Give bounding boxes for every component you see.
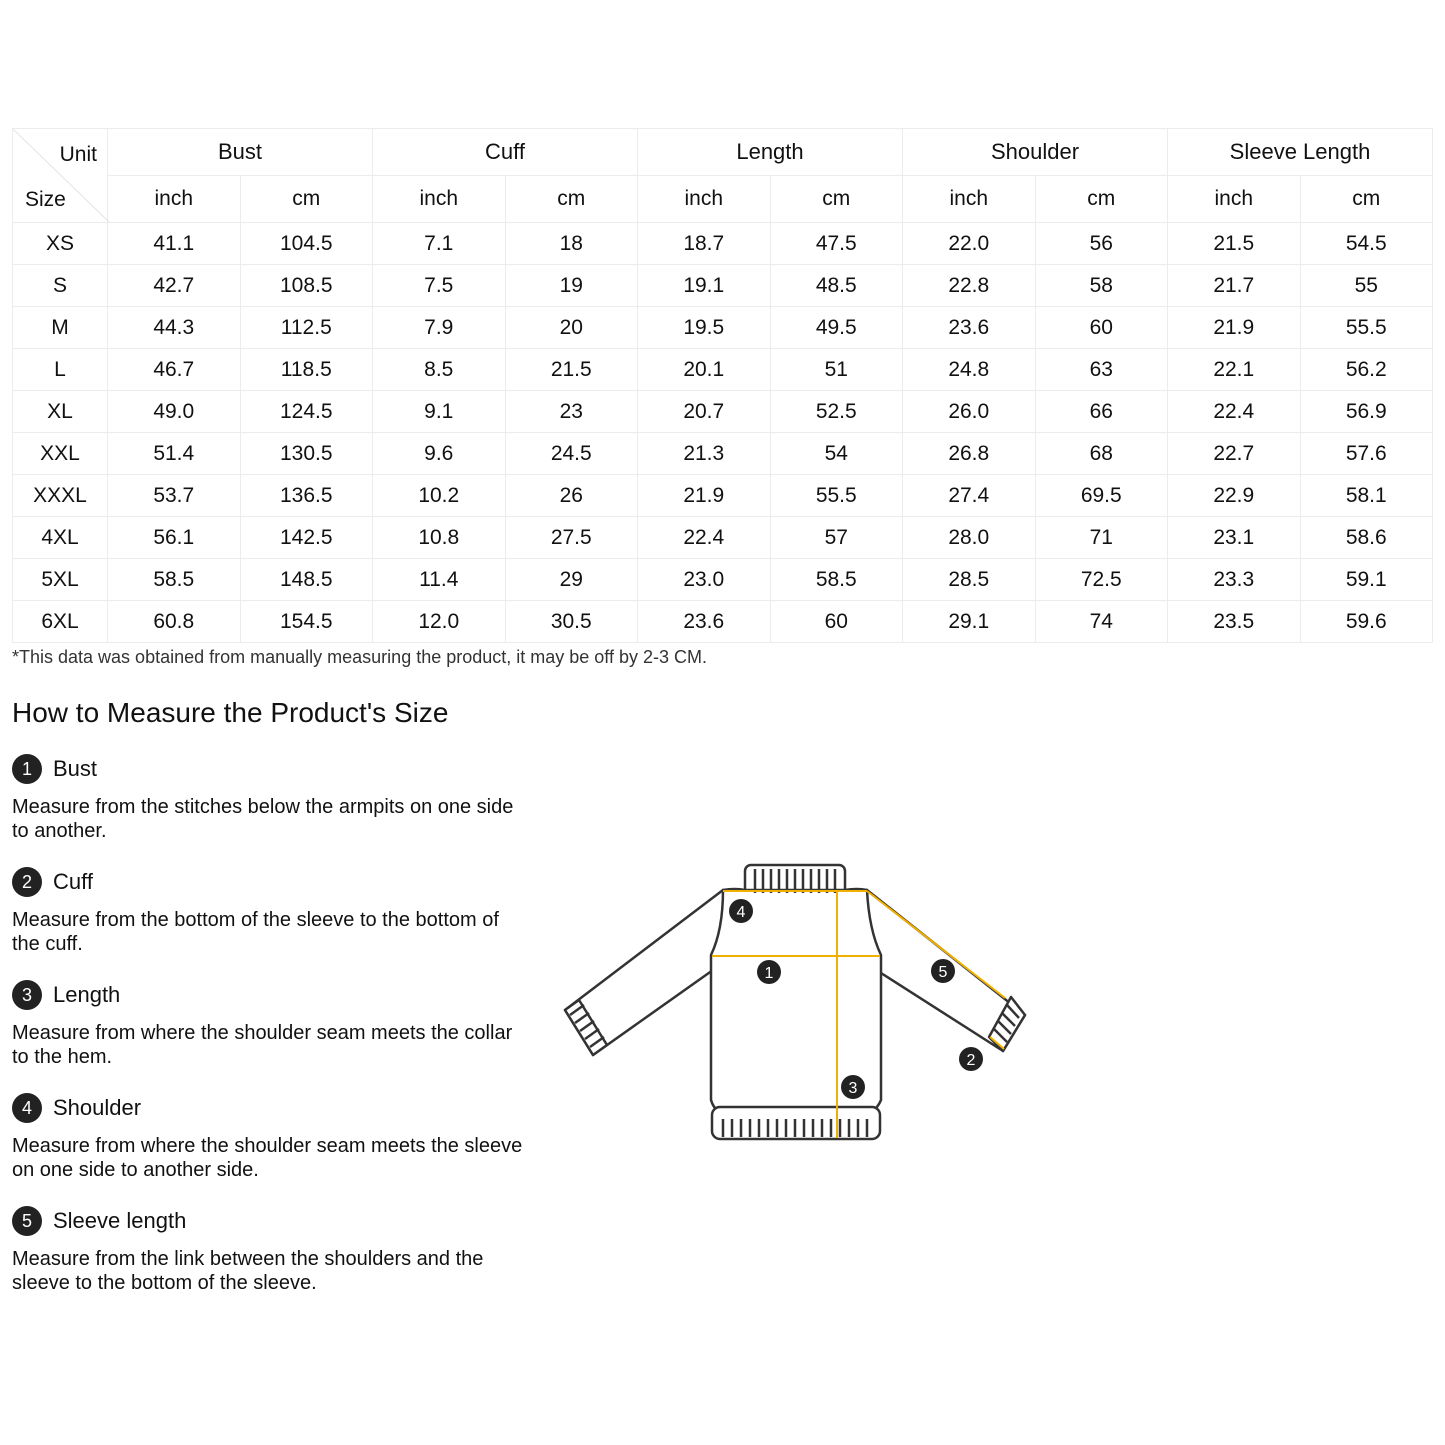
measurement-cell: 56.9	[1300, 391, 1433, 433]
measurement-cell: 58.1	[1300, 475, 1433, 517]
column-group-length: Length	[638, 129, 903, 176]
measurement-cell: 23.6	[638, 601, 771, 643]
measurement-cell: 30.5	[505, 601, 638, 643]
step-number-badge: 4	[12, 1093, 42, 1123]
measurement-cell: 21.3	[638, 433, 771, 475]
measurement-cell: 26	[505, 475, 638, 517]
table-row	[13, 307, 1433, 349]
unit-header-cm: cm	[1300, 176, 1433, 223]
step-number-badge: 5	[12, 1206, 42, 1236]
measurement-cell: 42.7	[108, 265, 241, 307]
unit-label: Unit	[59, 143, 97, 166]
measurement-cell: 21.5	[1168, 223, 1301, 265]
size-cell: 4XL	[13, 517, 108, 559]
table-row	[13, 601, 1433, 643]
measurement-cell: 7.9	[373, 307, 506, 349]
measurement-cell: 53.7	[108, 475, 241, 517]
measurement-cell: 22.0	[903, 223, 1036, 265]
step-bust	[12, 753, 532, 843]
measurement-cell: 23.0	[638, 559, 771, 601]
svg-text:2: 2	[966, 1052, 976, 1069]
measurement-cell: 22.9	[1168, 475, 1301, 517]
marker-1	[757, 960, 781, 984]
measurement-cell: 56.2	[1300, 349, 1433, 391]
unit-header-cm: cm	[1035, 176, 1168, 223]
step-number-badge: 1	[12, 754, 42, 784]
measurement-cell: 52.5	[770, 391, 903, 433]
measurement-cell: 54.5	[1300, 223, 1433, 265]
step-shoulder	[12, 1092, 532, 1182]
size-cell: XL	[13, 391, 108, 433]
marker-2	[959, 1047, 983, 1071]
measurement-footnote: *This data was obtained from manually measuring the product, it may be off by 2-3 CM.	[12, 647, 708, 667]
table-row	[13, 223, 1433, 265]
measurement-cell: 8.5	[373, 349, 506, 391]
measurement-cell: 148.5	[240, 559, 373, 601]
measurement-cell: 58.5	[770, 559, 903, 601]
measurement-cell: 55.5	[770, 475, 903, 517]
step-description: Measure from where the shoulder seam meets the sleeve on one side to another side.	[12, 1135, 523, 1181]
measurement-cell: 56.1	[108, 517, 241, 559]
size-cell: S	[13, 265, 108, 307]
measurement-cell: 57.6	[1300, 433, 1433, 475]
measurement-cell: 27.4	[903, 475, 1036, 517]
table-row	[13, 433, 1433, 475]
measurement-cell: 18.7	[638, 223, 771, 265]
measurement-cell: 58.6	[1300, 517, 1433, 559]
measurement-cell: 7.5	[373, 265, 506, 307]
step-description: Measure from the link between the shoulders and the sleeve to the bottom of the sleeve.	[12, 1248, 484, 1294]
measurement-cell: 56	[1035, 223, 1168, 265]
measurement-cell: 23.5	[1168, 601, 1301, 643]
measurement-cell: 142.5	[240, 517, 373, 559]
svg-text:5: 5	[938, 964, 948, 981]
measurement-cell: 47.5	[770, 223, 903, 265]
measurement-cell: 21.9	[638, 475, 771, 517]
svg-text:1: 1	[764, 965, 774, 982]
measurement-cell: 58	[1035, 265, 1168, 307]
measurement-cell: 130.5	[240, 433, 373, 475]
measurement-cell: 9.6	[373, 433, 506, 475]
measurement-cell: 71	[1035, 517, 1168, 559]
measurement-cell: 19.5	[638, 307, 771, 349]
step-number-badge: 2	[12, 867, 42, 897]
marker-5	[931, 959, 955, 983]
column-group-shoulder: Shoulder	[903, 129, 1168, 176]
measurement-cell: 10.2	[373, 475, 506, 517]
measurement-cell: 154.5	[240, 601, 373, 643]
measurement-cell: 41.1	[108, 223, 241, 265]
step-length	[12, 979, 532, 1069]
measurement-cell: 124.5	[240, 391, 373, 433]
step-sleeve-length	[12, 1205, 532, 1295]
measurement-cell: 7.1	[373, 223, 506, 265]
measurement-cell: 59.6	[1300, 601, 1433, 643]
step-label: Cuff	[53, 869, 93, 894]
measurement-cell: 26.0	[903, 391, 1036, 433]
table-row	[13, 475, 1433, 517]
measurement-cell: 63	[1035, 349, 1168, 391]
measurement-cell: 54	[770, 433, 903, 475]
measurement-cell: 21.7	[1168, 265, 1301, 307]
marker-3	[841, 1075, 865, 1099]
table-body	[13, 223, 1433, 643]
table-row	[13, 517, 1433, 559]
step-label: Bust	[53, 756, 98, 781]
measurement-cell: 20.1	[638, 349, 771, 391]
step-description: Measure from where the shoulder seam meets the collar to the hem.	[12, 1022, 513, 1068]
measurement-cell: 22.4	[638, 517, 771, 559]
unit-header-cm: cm	[240, 176, 373, 223]
table-row	[13, 559, 1433, 601]
measurement-cell: 72.5	[1035, 559, 1168, 601]
svg-text:3: 3	[848, 1080, 858, 1097]
measurement-cell: 57	[770, 517, 903, 559]
measurement-cell: 49.0	[108, 391, 241, 433]
size-cell: L	[13, 349, 108, 391]
step-number-badge: 3	[12, 980, 42, 1010]
measurement-cell: 23.3	[1168, 559, 1301, 601]
svg-text:4: 4	[736, 904, 746, 921]
measurement-cell: 12.0	[373, 601, 506, 643]
measurement-cell: 20.7	[638, 391, 771, 433]
step-label: Length	[53, 982, 121, 1007]
measurement-cell: 22.8	[903, 265, 1036, 307]
measurement-cell: 46.7	[108, 349, 241, 391]
measurement-cell: 48.5	[770, 265, 903, 307]
measurement-cell: 51	[770, 349, 903, 391]
measurement-cell: 20	[505, 307, 638, 349]
step-label: Shoulder	[53, 1095, 142, 1120]
size-cell: XS	[13, 223, 108, 265]
measurement-cell: 55.5	[1300, 307, 1433, 349]
sweater-measurement-diagram	[555, 855, 1035, 1155]
unit-header-inch: inch	[903, 176, 1036, 223]
sleeve-measure-line	[867, 891, 1005, 998]
measurement-cell: 26.8	[903, 433, 1036, 475]
measurement-cell: 22.1	[1168, 349, 1301, 391]
measurement-cell: 68	[1035, 433, 1168, 475]
column-group-sleeve-length: Sleeve Length	[1168, 129, 1433, 176]
size-cell: M	[13, 307, 108, 349]
measurement-cell: 44.3	[108, 307, 241, 349]
measurement-cell: 21.9	[1168, 307, 1301, 349]
measurement-cell: 66	[1035, 391, 1168, 433]
measurement-cell: 22.7	[1168, 433, 1301, 475]
table-row	[13, 391, 1433, 433]
table-row	[13, 349, 1433, 391]
measurement-cell: 108.5	[240, 265, 373, 307]
table-row	[13, 265, 1433, 307]
unit-header-inch: inch	[1168, 176, 1301, 223]
size-chart-table	[12, 128, 1433, 643]
measurement-cell: 21.5	[505, 349, 638, 391]
size-cell: XXL	[13, 433, 108, 475]
measurement-cell: 19.1	[638, 265, 771, 307]
measurement-cell: 28.5	[903, 559, 1036, 601]
measurement-cell: 49.5	[770, 307, 903, 349]
measurement-cell: 60.8	[108, 601, 241, 643]
measurement-cell: 22.4	[1168, 391, 1301, 433]
measurement-cell: 9.1	[373, 391, 506, 433]
measurement-cell: 23	[505, 391, 638, 433]
size-label: Size	[25, 188, 66, 211]
measurement-cell: 28.0	[903, 517, 1036, 559]
table-corner-header	[13, 129, 108, 223]
measurement-cell: 29	[505, 559, 638, 601]
measurement-cell: 10.8	[373, 517, 506, 559]
unit-header-inch: inch	[108, 176, 241, 223]
measurement-cell: 60	[1035, 307, 1168, 349]
measurement-cell: 58.5	[108, 559, 241, 601]
step-description: Measure from the stitches below the armpits on one side to another.	[12, 796, 514, 842]
measurement-cell: 24.5	[505, 433, 638, 475]
measurement-cell: 18	[505, 223, 638, 265]
size-cell: 5XL	[13, 559, 108, 601]
measurement-cell: 29.1	[903, 601, 1036, 643]
measurement-cell: 23.1	[1168, 517, 1301, 559]
unit-header-inch: inch	[638, 176, 771, 223]
measurement-cell: 69.5	[1035, 475, 1168, 517]
measurement-cell: 11.4	[373, 559, 506, 601]
guide-title: How to Measure the Product's Size	[12, 697, 449, 728]
measurement-cell: 23.6	[903, 307, 1036, 349]
column-group-bust: Bust	[108, 129, 373, 176]
measurement-cell: 27.5	[505, 517, 638, 559]
measurement-cell: 74	[1035, 601, 1168, 643]
measurement-cell: 55	[1300, 265, 1433, 307]
measurement-cell: 136.5	[240, 475, 373, 517]
size-cell: XXXL	[13, 475, 108, 517]
measurement-cell: 60	[770, 601, 903, 643]
column-group-cuff: Cuff	[373, 129, 638, 176]
size-cell: 6XL	[13, 601, 108, 643]
step-label: Sleeve length	[53, 1208, 187, 1233]
measurement-cell: 112.5	[240, 307, 373, 349]
measurement-cell: 51.4	[108, 433, 241, 475]
measurement-cell: 118.5	[240, 349, 373, 391]
measurement-cell: 24.8	[903, 349, 1036, 391]
marker-4	[729, 899, 753, 923]
unit-header-cm: cm	[770, 176, 903, 223]
measurement-cell: 59.1	[1300, 559, 1433, 601]
measurement-cell: 104.5	[240, 223, 373, 265]
step-description: Measure from the bottom of the sleeve to the bottom of the cuff.	[12, 909, 499, 955]
unit-header-inch: inch	[373, 176, 506, 223]
step-cuff	[12, 866, 532, 956]
unit-header-cm: cm	[505, 176, 638, 223]
measurement-cell: 19	[505, 265, 638, 307]
